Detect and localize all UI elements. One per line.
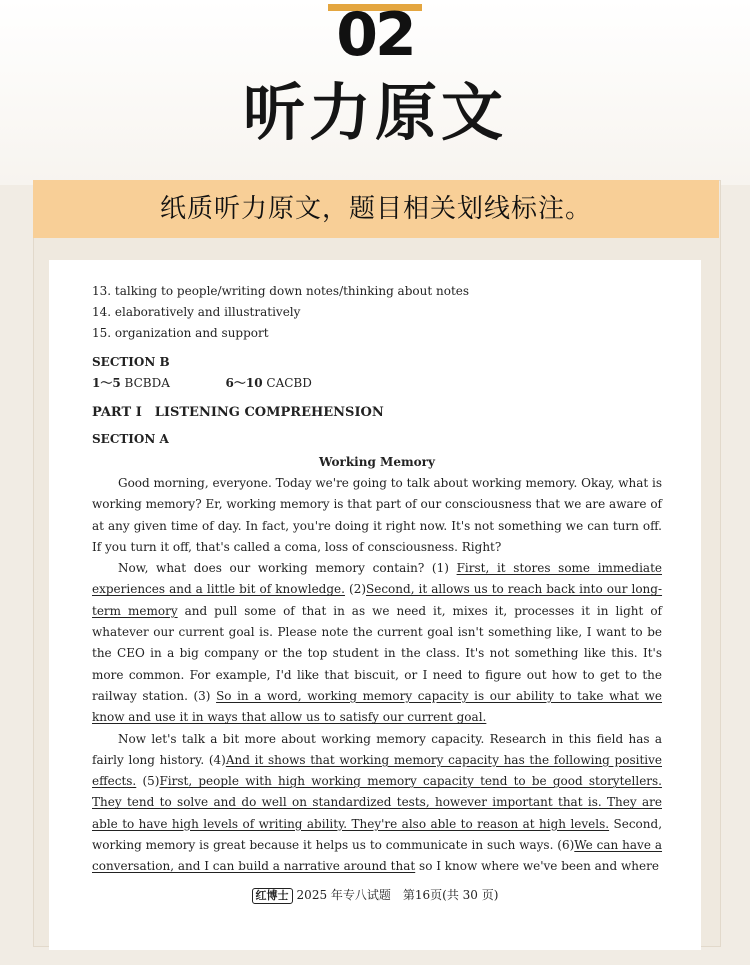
section-b-answers <box>92 373 662 394</box>
page-footer <box>49 886 701 904</box>
section-b-heading: SECTION B <box>92 355 170 369</box>
p3-text-2: (5) <box>136 774 160 789</box>
answer-range-2: 6～10 <box>225 376 263 390</box>
p2-text-2: (2) <box>344 582 367 597</box>
answer-set-2: CACBD <box>266 376 312 390</box>
p3-underline-1: And it shows that working memory capacity has the following positive effects. <box>92 752 662 789</box>
paragraph-3 <box>92 729 662 878</box>
part-heading: PART I LISTENING COMPREHENSION <box>92 405 384 420</box>
p2-text-1: Now, what does our working memory contain? (1) <box>118 561 457 576</box>
paragraph-1: Good morning, everyone. Today we're going to talk about working memory. Okay, what is working memory? Er, working memory is that part of our consciousness that we are aware of at any given time of day. In fact, you're doing it right now. It's not something we can turn off. If you turn it off, that's called a coma, loss of consciousness. Right? <box>92 476 662 554</box>
banner-text: 纸质听力原文，题目相关划线标注。 <box>159 194 592 224</box>
page-content <box>92 281 662 878</box>
page-title: 听力原文 <box>242 76 507 149</box>
header-area <box>0 0 750 185</box>
p3-text-1: Now let's talk a bit more about working memory capacity. Research in this field has a fairly long history. (4) <box>92 731 662 767</box>
p2-text-3: and pull some of that in as we need it, mixes it, processes it in light of whatever our current goal is. Please note the current goal isn't something like, I want to be the CEO in a big company or the top student in the class. It's not something like this. It's more common. For example, I'd like that biscuit, or I need to figure out how to get to the railway station. (3) <box>92 603 662 703</box>
p2-underline-2: Second, it allows us to reach back into our long-term memory <box>92 582 663 618</box>
p3-underline-3: We can have a conversation, and I can build a narrative around that <box>92 838 663 874</box>
answer-15: 15. organization and support <box>92 326 269 340</box>
publisher-logo: 红博士 <box>252 888 293 904</box>
section-number: 02 <box>336 0 414 70</box>
paragraph-2 <box>92 558 662 728</box>
section-a-heading: SECTION A <box>92 432 169 446</box>
p3-underline-2: First, people with high working memory capacity tend to be good storytellers. They tend to solve and do well on standardized tests, however important that is. They are able to have high levels of writing ability. They're also able to reason at high levels. <box>92 774 662 831</box>
answer-13: 13. talking to people/writing down notes/thinking about notes <box>92 284 470 298</box>
exam-page <box>49 260 701 950</box>
footer-page-info: 2025 年专八试题 第16页(共 30 页) <box>296 888 499 902</box>
answer-set-1: BCBDA <box>124 376 170 390</box>
p3-text-3: Second, working memory is great because it helps us to communicate in such ways. (6) <box>92 816 663 853</box>
p2-underline-3: So in a word, working memory capacity is our ability to take what we know and use it in ways that allow us to satisfy our current goal. <box>92 688 663 725</box>
p3-text-4: so I know where we've been and where <box>415 859 659 874</box>
description-banner <box>33 180 719 238</box>
p2-underline-1: First, it stores some immediate experiences and a little bit of knowledge. <box>92 561 662 597</box>
answer-14: 14. elaboratively and illustratively <box>92 305 301 319</box>
passage-title: Working Memory <box>319 455 435 469</box>
section-number-badge <box>328 0 422 70</box>
answer-range-1: 1～5 <box>92 376 121 390</box>
